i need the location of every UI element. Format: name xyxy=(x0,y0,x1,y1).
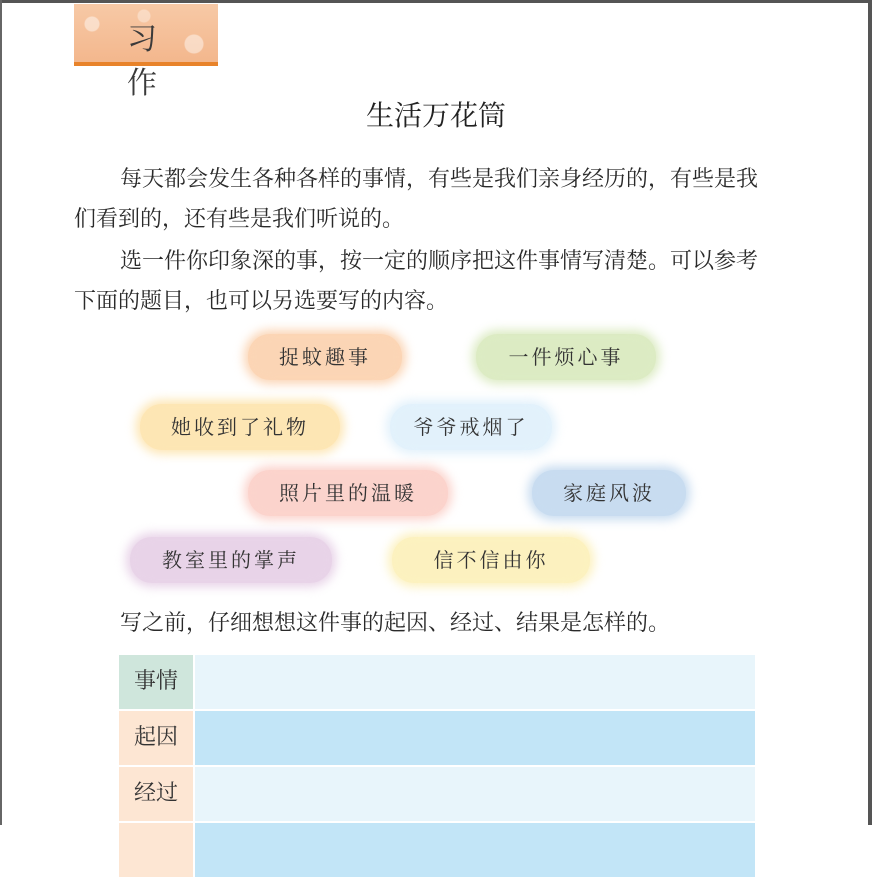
topic-pill xyxy=(390,404,552,450)
topic-pill xyxy=(532,470,686,516)
topic-label: 她收到了礼物 xyxy=(171,415,309,439)
row-header: 事情 xyxy=(119,655,195,709)
topic-pill xyxy=(140,404,340,450)
row-cell xyxy=(195,655,755,709)
topic-pill xyxy=(392,537,590,583)
topic-pill xyxy=(248,470,448,516)
topic-pill xyxy=(130,537,332,583)
topic-label: 捉蚊趣事 xyxy=(279,345,371,369)
viewer-top-border xyxy=(0,0,872,3)
page-title: 生活万花筒 xyxy=(365,99,506,132)
table-row xyxy=(119,655,755,711)
row-cell xyxy=(195,823,755,877)
section-label: 习 作 xyxy=(127,22,183,101)
row-cell xyxy=(195,711,755,765)
row-header xyxy=(119,823,195,877)
topic-label: 家庭风波 xyxy=(563,481,655,505)
row-header: 经过 xyxy=(119,767,195,821)
table-row xyxy=(119,711,755,767)
topic-label: 照片里的温暖 xyxy=(279,481,417,505)
topic-label: 教室里的掌声 xyxy=(162,548,300,572)
table-row xyxy=(119,823,755,879)
section-badge xyxy=(74,4,218,101)
instruction-paragraph: 选一件你印象深的事，按一定的顺序把这件事情写清楚。可以参考下面的题目，也可以另选要写的内容。 xyxy=(74,249,759,314)
table-row xyxy=(119,767,755,823)
intro-paragraph: 每天都会发生各种各样的事情，有些是我们亲身经历的，有些是我们看到的，还有些是我们听说的。 xyxy=(74,167,759,232)
topic-pill xyxy=(476,334,656,380)
story-plan-table xyxy=(119,655,755,879)
topic-label: 爷爷戒烟了 xyxy=(413,415,529,439)
row-cell xyxy=(195,767,755,821)
topic-label: 一件烦心事 xyxy=(508,345,624,369)
topic-label: 信不信由你 xyxy=(433,548,549,572)
row-header: 起因 xyxy=(119,711,195,765)
topic-pill xyxy=(248,334,402,380)
planning-paragraph: 写之前，仔细想想这件事的起因、经过、结果是怎样的。 xyxy=(120,611,671,636)
